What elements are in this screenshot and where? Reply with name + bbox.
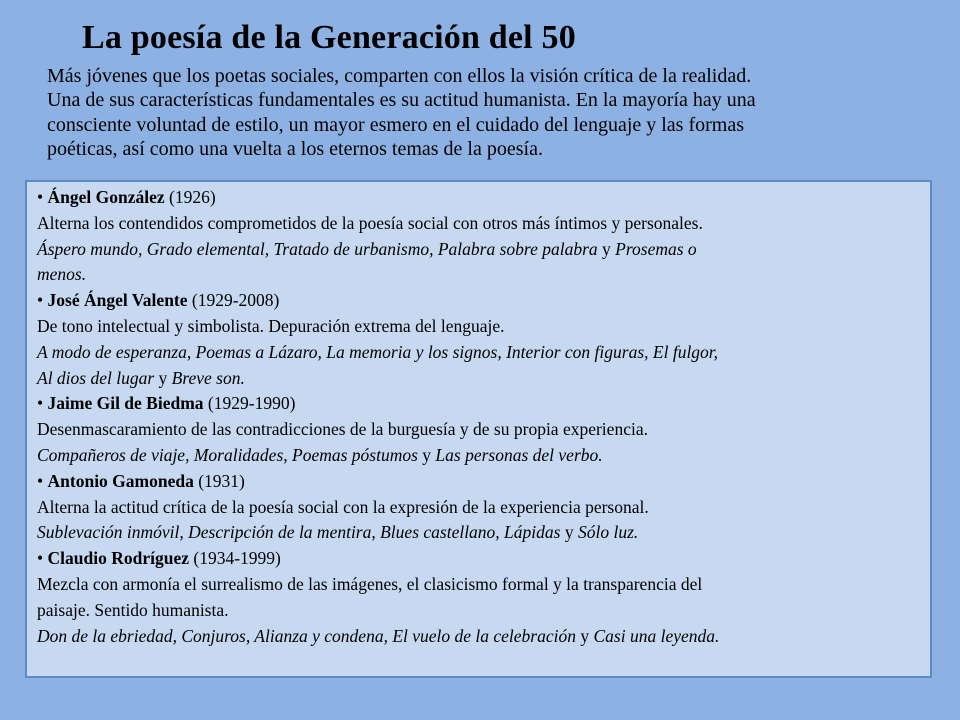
poet-works: menos. bbox=[37, 264, 87, 285]
works-list: Sólo luz. bbox=[577, 522, 639, 543]
bullet-icon: • bbox=[37, 548, 44, 569]
bullet-icon: • bbox=[37, 470, 44, 491]
poet-name: Claudio Rodríguez bbox=[47, 548, 189, 569]
poet-works: A modo de esperanza, Poemas a Lázaro, La memoria y los signos, Interior con figuras, El fulgor, bbox=[37, 341, 719, 362]
poet-heading bbox=[37, 185, 924, 211]
poet-heading bbox=[37, 469, 924, 495]
works-list: Áspero mundo, Grado elemental, Tratado de urbanismo, Palabra sobre palabra bbox=[37, 238, 598, 259]
bullet-icon: • bbox=[37, 187, 44, 207]
page-title: La poesía de la Generación del 50 bbox=[82, 19, 576, 56]
works-conjunction: y bbox=[564, 522, 574, 543]
poet-works bbox=[37, 624, 924, 650]
works-conjunction: y bbox=[158, 367, 168, 388]
poet-description: De tono intelectual y simbolista. Depuración extrema del lenguaje. bbox=[37, 315, 505, 336]
intro-line: Una de sus características fundamentales es su actitud humanista. En la mayoría hay una bbox=[47, 89, 756, 112]
intro-paragraph bbox=[47, 64, 947, 161]
poet-years: (1934-1999) bbox=[193, 548, 281, 569]
poet-description: paisaje. Sentido humanista. bbox=[37, 599, 229, 620]
poet-name: Jaime Gil de Biedma bbox=[47, 393, 204, 414]
intro-line: Más jóvenes que los poetas sociales, comparten con ellos la visión crítica de la realidad. bbox=[47, 65, 752, 87]
poet-years: (1929-1990) bbox=[207, 393, 296, 414]
works-list: Las personas del verbo. bbox=[435, 444, 603, 465]
works-list: Breve son. bbox=[171, 367, 245, 388]
poets-panel bbox=[25, 180, 932, 678]
works-list: Al dios del lugar bbox=[37, 367, 155, 388]
poet-years: (1931) bbox=[198, 470, 245, 491]
poet-works bbox=[37, 443, 924, 469]
poet-description: Alterna la actitud crítica de la poesía social con la expresión de la experiencia personal. bbox=[37, 496, 649, 517]
works-conjunction: y bbox=[422, 444, 432, 465]
poet-works bbox=[37, 366, 924, 392]
poet-description: Desenmascaramiento de las contradicciones de la burguesía y de su propia experiencia. bbox=[37, 419, 648, 440]
poet-years: (1929-2008) bbox=[191, 290, 280, 311]
works-list: Casi una leyenda. bbox=[593, 625, 720, 646]
works-list: Don de la ebriedad, Conjuros, Alianza y condena, El vuelo de la celebración bbox=[37, 625, 576, 646]
works-conjunction: y bbox=[602, 238, 611, 259]
poet-name: Antonio Gamoneda bbox=[47, 470, 194, 491]
poet-heading bbox=[37, 288, 924, 314]
poet-years: (1926) bbox=[169, 187, 216, 207]
poet-heading bbox=[37, 546, 924, 572]
bullet-icon: • bbox=[37, 290, 44, 311]
poet-works bbox=[37, 520, 924, 546]
poet-description: Alterna los contendidos comprometidos de la poesía social con otros más íntimos y personales. bbox=[37, 212, 703, 233]
poet-name: Ángel González bbox=[47, 187, 165, 207]
works-list: Sublevación inmóvil, Descripción de la mentira, Blues castellano, Lápidas bbox=[37, 522, 561, 543]
works-conjunction: y bbox=[580, 625, 590, 646]
intro-line: poéticas, así como una vuelta a los eternos temas de la poesía. bbox=[47, 137, 543, 160]
bullet-icon: • bbox=[37, 393, 44, 414]
works-list: Prosemas o bbox=[615, 238, 697, 259]
poet-name: José Ángel Valente bbox=[47, 290, 188, 311]
intro-line: consciente voluntad de estilo, un mayor esmero en el cuidado del lenguaje y las formas bbox=[47, 113, 745, 136]
poet-heading bbox=[37, 391, 924, 417]
poet-description: Mezcla con armonía el surrealismo de las imágenes, el clasicismo formal y la transparencia del bbox=[37, 573, 703, 594]
works-list: Compañeros de viaje, Moralidades, Poemas póstumos bbox=[37, 444, 418, 465]
poet-works bbox=[37, 237, 924, 263]
